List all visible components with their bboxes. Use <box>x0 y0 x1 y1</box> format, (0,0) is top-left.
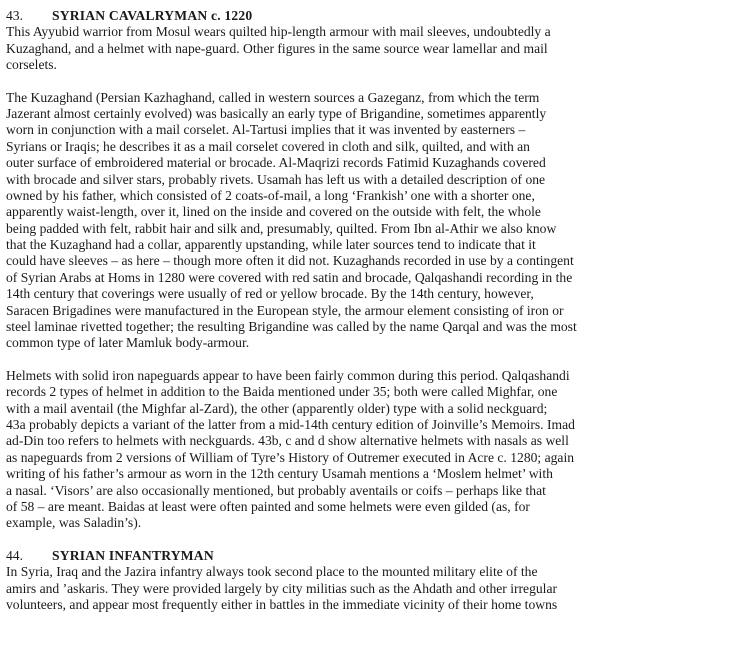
document-page <box>6 8 740 613</box>
text-line: with a mail aventail (the Mighfar al-Zard), the other (apparently older) type with a solid neckguard; <box>6 400 548 416</box>
section-heading <box>6 548 740 564</box>
text-line: could have sleeves – as here – though more often it did not. Kuzaghands recorded in use by a contingent <box>6 253 574 269</box>
paragraph-infantry <box>6 564 740 613</box>
text-line: Helmets with solid iron napeguards appear to have been fairly common during this period. Qalqashandi <box>6 367 570 383</box>
text-line: Jazerant almost certainly evolved) was basically an early type of Brigandine, sometimes apparently <box>6 105 547 121</box>
text-line: amirs and ’askaris. They were provided largely by city militias such as the Ahdath and other irregular <box>6 580 558 596</box>
text-line: apparently waist-length, over it, lined on the inside and covered on the outside with felt, the whole <box>6 204 541 220</box>
text-line: owned by his father, which consisted of 2 coats-of-mail, a long ‘Frankish’ one with a shorter one, <box>6 187 535 203</box>
text-line: example, was Saladin’s). <box>6 515 142 531</box>
paragraph-helmets <box>6 368 740 532</box>
text-line: records 2 types of helmet in addition to the Baida mentioned under 35; both were called Mighfar, one <box>6 384 558 400</box>
text-line: of 58 – are meant. Baidas at least were often painted and some helmets were even gilded (as, for <box>6 498 530 514</box>
paragraph-intro <box>6 24 740 73</box>
text-line: Saracen Brigadines were manufactured in the European style, the armour element consisting of iron or <box>6 302 564 318</box>
text-line: The Kuzaghand (Persian Kazhaghand, called in western sources a Gazeganz, from which the term <box>6 89 540 105</box>
section-title: SYRIAN CAVALRYMAN c. 1220 <box>52 8 253 23</box>
text-line: This Ayyubid warrior from Mosul wears quilted hip-length armour with mail sleeves, undoubtedly a <box>6 24 551 40</box>
text-line: of Syrian Arabs at Homs in 1280 were covered with red satin and brocade, Qalqashandi recording in the <box>6 269 573 285</box>
text-line: corselets. <box>6 57 57 73</box>
text-line: ad-Din too refers to helmets with neckguards. 43b, c and d show alternative helmets with nasals as well <box>6 433 569 449</box>
text-line: Kuzaghand, and a helmet with nape-guard. Other figures in the same source wear lamellar and mail <box>6 40 548 56</box>
section-number: 44. <box>6 547 23 563</box>
text-line: volunteers, and appear most frequently either in battles in the immediate vicinity of their home towns <box>6 596 558 612</box>
text-line: In Syria, Iraq and the Jazira infantry always took second place to the mounted military elite of the <box>6 564 538 580</box>
section-title: SYRIAN INFANTRYMAN <box>52 547 214 563</box>
text-line: writing of his father’s armour as worn in the 12th century Usamah mentions a ‘Moslem helmet’ with <box>6 466 553 482</box>
text-line: Syrians or Iraqis; he describes it as a mail corselet covered in cloth and silk, quilted, and with an <box>6 138 530 154</box>
text-line: with brocade and silver stars, probably rivets. Usamah has left us with a detailed description of one <box>6 171 546 187</box>
text-line: 14th century that coverings were usually of red or yellow brocade. By the 14th century, however, <box>6 286 534 302</box>
text-line: worn in conjunction with a mail corselet. Al-Tartusi implies that it was invented by easterners – <box>6 122 526 138</box>
text-line: common type of later Mamluk body-armour. <box>6 335 250 351</box>
text-line: as napeguards from 2 versions of William of Tyre’s History of Outremer executed in Acre c. 1280; again <box>6 449 575 465</box>
section-44 <box>6 548 740 614</box>
section-43 <box>6 8 740 532</box>
text-line: a nasal. ‘Visors’ are also occasionally mentioned, but probably aventails or coifs – perhaps like that <box>6 482 546 498</box>
section-number: 43. <box>6 8 23 23</box>
text-line: steel laminae rivetted together; the resulting Brigandine was called by the name Qarqal and was the most <box>6 319 577 335</box>
section-heading <box>6 8 740 24</box>
text-line: 43a probably depicts a variant of the latter from a mid-14th century edition of Joinville’s Memoirs. Imad <box>6 417 575 432</box>
text-line: that the Kuzaghand had a collar, apparently upstanding, while later sources tend to indicate that it <box>6 237 536 253</box>
text-line: being padded with felt, rabbit hair and silk and, presumably, quilted. From Ibn al-Athir we also know <box>6 220 557 236</box>
text-line: outer surface of embroidered material or brocade. Al-Maqrizi records Fatimid Kuzaghands covered <box>6 155 546 171</box>
paragraph-kuzaghand <box>6 90 740 352</box>
